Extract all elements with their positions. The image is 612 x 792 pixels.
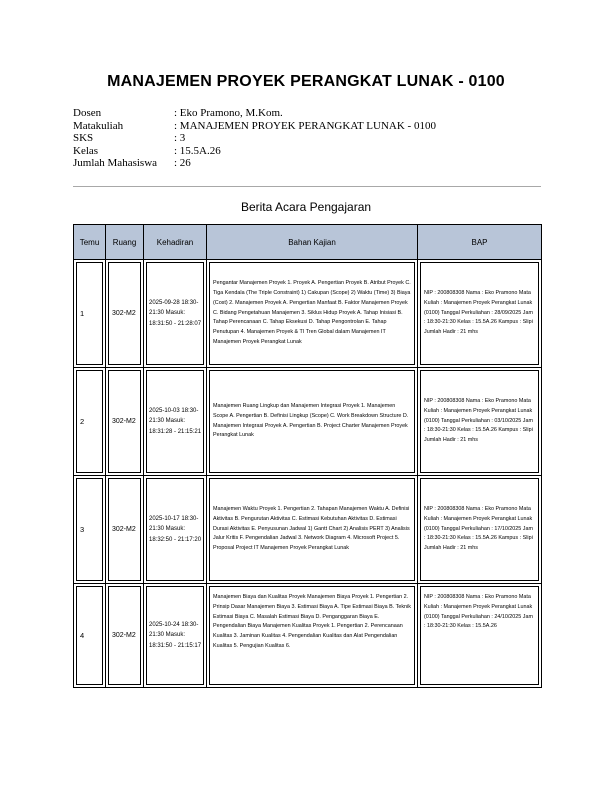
info-value: : 3 [174, 132, 186, 145]
info-value: : MANAJEMEN PROYEK PERANGKAT LUNAK - 0100 [174, 119, 436, 132]
study-material-text: Pengantar Manajemen Proyek 1. Proyek A. Pengertian Proyek B. Atribut Proyek C. Tiga Kendala (The Triple Constraint) 1) Cakupan (Scope) 2) Waktu (Time) 3) Biaya (Cost) 2. Manajemen Proyek A. Pengertian Manfaat B. Faktor Manajemen Proyek C. Bidang Pengetahuan Manajemen 3. Siklus Hidup Proyek A. Tahap Inisiasi B. Tahap Perencanaan C. Tahap Eksekusi D. Tahap Pengontrolan E. Tahap Penutupan 4. Manajemen Proyek & TI Tren Global dalam Manajemen IT Manajemen Proyek Perangkat Lunak [213, 280, 411, 345]
info-value: : 26 [174, 157, 191, 170]
cell-box [108, 262, 141, 365]
cell-box [108, 478, 141, 581]
column-header-kehadiran: Kehadiran [144, 225, 207, 260]
cell-temu [74, 368, 106, 476]
table-row [74, 368, 542, 476]
cell-box [108, 586, 141, 685]
info-label: Jumlah Mahasiswa [73, 157, 158, 170]
cell-temu [74, 584, 106, 688]
temu-number: 2 [80, 417, 85, 426]
cell-box [146, 370, 204, 473]
cell-bahan-kajian [207, 584, 418, 688]
table-row [74, 476, 542, 584]
cell-ruang [106, 260, 144, 368]
cell-temu [74, 476, 106, 584]
column-header-temu: Temu [74, 225, 106, 260]
cell-box [108, 370, 141, 473]
section-title: Berita Acara Pengajaran [240, 200, 372, 214]
room-text: 302-M2 [112, 418, 136, 425]
cell-bahan-kajian [207, 260, 418, 368]
cell-bap [418, 476, 542, 584]
divider [73, 186, 541, 187]
cell-box [76, 478, 103, 581]
info-row-jumlah-mahasiswa [73, 157, 543, 170]
document-title: MANAJEMEN PROYEK PERANGKAT LUNAK - 0100 [107, 73, 505, 90]
info-label: Dosen [73, 107, 102, 119]
study-material-text: Manajemen Waktu Proyek 1. Pengertian 2. Tahapan Manajemen Waktu A. Definisi Aktivitas B. Pengurutan Aktivitas C. Estimasi Kebutuhan Aktivitas D. Estimasi Durasi Aktivitas E. Penyusunan Jadwal 1) Gantt Chart 2) Analisis PERT 3) Analisis Jalur Kritis F. Pengendalian Jadwal 3. Network Diagram 4. Microsoft Project 5. Proposal Project IT Manajemen Proyek Perangkat Lunak [213, 506, 410, 552]
cell-bap [418, 584, 542, 688]
cell-kehadiran [144, 476, 207, 584]
bap-text: NIP : 200808308 Nama : Eko Pramono Mata Kuliah : Manajemen Proyek Perangkat Lunak (0100) Tanggal Perkuliahan : 03/10/2025 Jam : 18:30-21:30 Kelas : 15.5A.26 Kampus : Slipi Jumlah Hadir : 21 mhs [424, 398, 533, 444]
temu-number: 4 [80, 631, 85, 640]
info-label: Matakuliah [73, 119, 124, 132]
cell-kehadiran [144, 584, 207, 688]
bap-text: NIP : 200808308 Nama : Eko Pramono Mata Kuliah : Manajemen Proyek Perangkat Lunak (0100) Tanggal Perkuliahan : 28/09/2025 Jam : 18:30-21:30 Kelas : 15.5A.26 Kampus : Slipi Jumlah Hadir : 21 mhs [424, 290, 533, 336]
column-header-bahan-kajian: Bahan Kajian [207, 225, 418, 260]
cell-box [420, 586, 539, 685]
study-material-text: Manajemen Biaya dan Kualitas Proyek Manajemen Biaya Proyek 1. Pengertian 2. Prinsip Dasar Manajemen Biaya 3. Estimasi Biaya A. Tipe Estimasi Biaya B. Teknik Estimasi Biaya C. Masalah Estimasi Biaya D. Penganggaran Biaya E. Pengendalian Biaya Manajemen Kualitas Proyek 1. Pengertian 2. Perencanaan Kualitas 3. Jaminan Kualitas 4. Pengendalian Kualitas dan Alat Pengendalian Kualitas 5. Pengujian Kualitas 6. [213, 594, 411, 649]
cell-ruang [106, 368, 144, 476]
cell-box [420, 370, 539, 473]
table-row [74, 260, 542, 368]
cell-box [76, 262, 103, 365]
bap-table [73, 224, 542, 688]
cell-box [76, 370, 103, 473]
cell-bap [418, 260, 542, 368]
temu-number: 3 [80, 525, 85, 534]
study-material-text: Manajemen Ruang Lingkup dan Manajemen Integrasi Proyek 1. Manajemen Scope A. Pengertian B. Definisi Lingkup (Scope) C. Work Breakdown Structure D. Manajemen Integrasi Proyek A. Pengertian B. Project Charter Manajemen Proyek Perangkat Lunak [213, 402, 409, 439]
info-label: Kelas [73, 144, 99, 157]
room-text: 302-M2 [112, 310, 136, 317]
cell-box [209, 478, 415, 581]
column-header-ruang: Ruang [106, 225, 144, 260]
cell-bap [418, 368, 542, 476]
cell-kehadiran [144, 368, 207, 476]
room-text: 302-M2 [112, 526, 136, 533]
cell-kehadiran [144, 260, 207, 368]
cell-box [146, 586, 204, 685]
attendance-text: 2025-10-17 18:30-21:30 Masuk: 18:32:50 - 21:17:20 [149, 515, 202, 543]
cell-box [420, 478, 539, 581]
cell-ruang [106, 476, 144, 584]
course-info [73, 107, 543, 170]
column-header-bap: BAP [418, 225, 542, 260]
bap-text: NIP : 200808308 Nama : Eko Pramono Mata Kuliah : Manajemen Proyek Perangkat Lunak (0100) Tanggal Perkuliahan : 17/10/2025 Jam : 18:30-21:30 Kelas : 15.5A.26 Kampus : Slipi Jumlah Hadir : 21 mhs [424, 506, 533, 552]
info-row-dosen [73, 107, 543, 120]
info-label: SKS [73, 132, 94, 145]
bap-text: NIP : 200808308 Nama : Eko Pramono Mata Kuliah : Manajemen Proyek Perangkat Lunak (0100) Tanggal Perkuliahan : 24/10/2025 Jam : 18:30-21:30 Kelas : 15.5A.26 [424, 594, 533, 630]
cell-bahan-kajian [207, 368, 418, 476]
info-row-matakuliah [73, 120, 543, 133]
cell-ruang [106, 584, 144, 688]
cell-box [209, 262, 415, 365]
cell-box [209, 586, 415, 685]
info-row-kelas [73, 145, 543, 158]
attendance-text: 2025-10-24 18:30-21:30 Masuk: 18:31:50 - 21:15:17 [149, 621, 202, 649]
table-header-row [74, 225, 542, 260]
cell-box [420, 262, 539, 365]
cell-box [146, 262, 204, 365]
room-text: 302-M2 [112, 632, 136, 639]
info-value: : 15.5A.26 [174, 144, 221, 157]
cell-bahan-kajian [207, 476, 418, 584]
cell-temu [74, 260, 106, 368]
info-row-sks [73, 132, 543, 145]
cell-box [209, 370, 415, 473]
attendance-text: 2025-09-28 18:30-21:30 Masuk: 18:31:50 - 21:28:07 [149, 299, 202, 327]
cell-box [146, 478, 204, 581]
temu-number: 1 [80, 309, 85, 318]
attendance-text: 2025-10-03 18:30-21:30 Masuk: 18:31:28 - 21:15:21 [149, 407, 202, 435]
info-value: : Eko Pramono, M.Kom. [174, 107, 283, 119]
table-row [74, 584, 542, 688]
cell-box [76, 586, 103, 685]
